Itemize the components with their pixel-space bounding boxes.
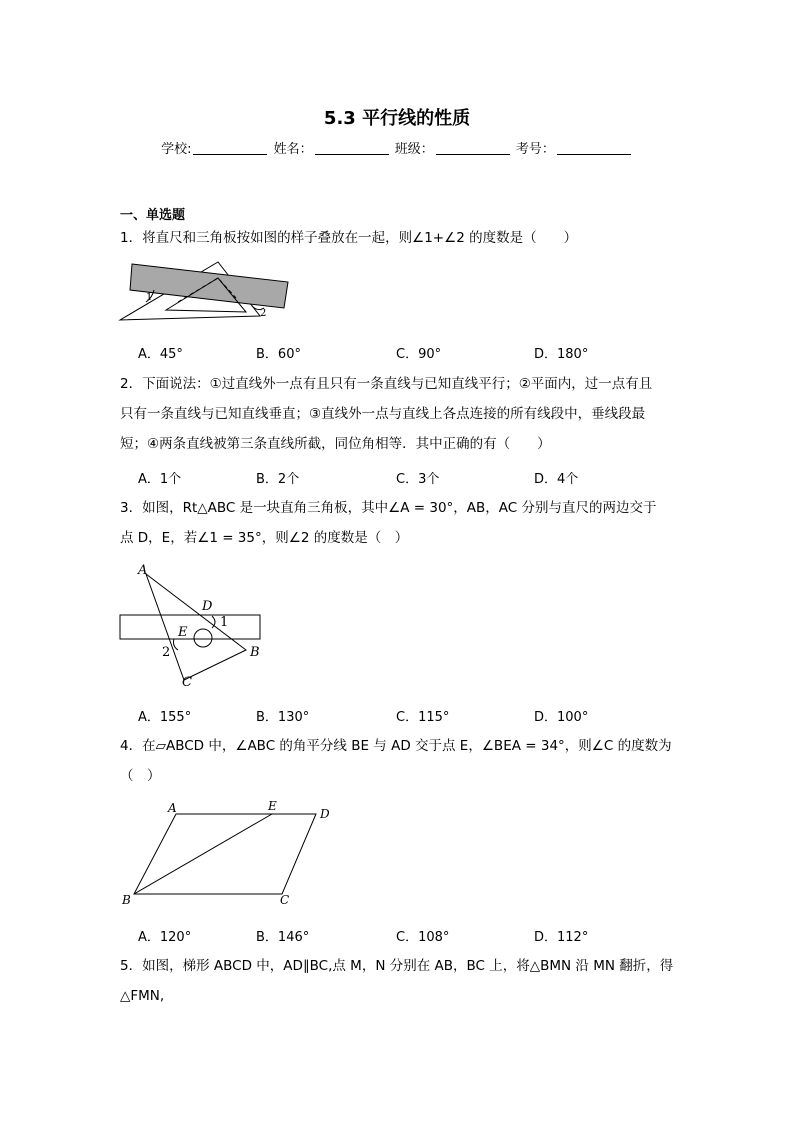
q3-figure bbox=[116, 560, 276, 694]
svg-text:D: D bbox=[202, 599, 213, 614]
school-label: 学校: bbox=[161, 142, 192, 157]
q3-option-b[interactable]: B．130° bbox=[256, 710, 310, 725]
q3-text-line-2: 点 D，E，若∠1 = 35°，则∠2 的度数是（ ） bbox=[120, 530, 409, 546]
q2-text-line-1: 2．下面说法：①过直线外一点有且只有一条直线与已知直线平行；②平面内，过一点有且 bbox=[120, 376, 653, 392]
q2-option-d[interactable]: D．4个 bbox=[534, 472, 579, 487]
triangle-hole bbox=[194, 629, 212, 647]
svg-text:1: 1 bbox=[220, 615, 229, 630]
page-title: 5.3 平行线的性质 bbox=[323, 108, 471, 129]
q4-option-c[interactable]: C．108° bbox=[396, 930, 450, 945]
svg-text:B: B bbox=[122, 893, 131, 907]
q3-option-d[interactable]: D．100° bbox=[534, 710, 589, 725]
q5-text-line-2: △FMN, bbox=[120, 988, 165, 1004]
q4-text-line-1: 4．在▱ABCD 中，∠ABC 的角平分线 BE 与 AD 交于点 E，∠BEA = 34°，则∠C 的度数为 bbox=[120, 738, 672, 754]
q4-option-b[interactable]: B．146° bbox=[256, 930, 310, 945]
q4-text-line-2: （ ） bbox=[120, 768, 161, 784]
q4-option-d[interactable]: D．112° bbox=[534, 930, 589, 945]
q2-option-a[interactable]: A．1个 bbox=[138, 472, 182, 487]
q4-option-a[interactable]: A．120° bbox=[138, 930, 192, 945]
q2-text-line-2: 只有一条直线与已知直线垂直；③直线外一点与直线上各点连接的所有线段中，垂线段最 bbox=[120, 406, 646, 422]
q2-option-b[interactable]: B．2个 bbox=[256, 472, 300, 487]
q1-option-b[interactable]: B．60° bbox=[256, 347, 301, 362]
svg-text:E: E bbox=[268, 800, 277, 813]
q4-figure bbox=[118, 800, 338, 914]
section-title: 一、单选题 bbox=[120, 208, 186, 223]
exam-no-label: 考号： bbox=[515, 142, 555, 157]
name-label: 姓名： bbox=[273, 142, 313, 157]
svg-text:A: A bbox=[168, 801, 177, 815]
svg-text:A: A bbox=[138, 563, 148, 578]
q1-option-a[interactable]: A．45° bbox=[138, 347, 183, 362]
q1-option-d[interactable]: D．180° bbox=[534, 347, 589, 362]
school-blank[interactable] bbox=[193, 154, 267, 155]
q1-text: 1．将直尺和三角板按如图的样子叠放在一起，则∠1+∠2 的度数是（ ） bbox=[120, 230, 578, 246]
q3-option-a[interactable]: A．155° bbox=[138, 710, 192, 725]
svg-text:2: 2 bbox=[162, 645, 171, 660]
q3-text-line-1: 3．如图，Rt△ABC 是一块直角三角板，其中∠A = 30°，AB，AC 分别与直尺的两边交于 bbox=[120, 500, 657, 516]
ruler-shape bbox=[120, 615, 260, 639]
exam-no-blank[interactable] bbox=[557, 154, 631, 155]
triangle-abc bbox=[146, 574, 246, 680]
angle-2-label: 2 bbox=[260, 308, 267, 319]
svg-text:E: E bbox=[178, 625, 188, 640]
svg-text:C: C bbox=[182, 675, 192, 690]
svg-text:D: D bbox=[320, 807, 330, 821]
q2-text-line-3: 短；④两条直线被第三条直线所截，同位角相等．其中正确的有（ ） bbox=[120, 436, 551, 452]
q5-text-line-1: 5．如图，梯形 ABCD 中，AD∥BC,点 M，N 分别在 AB，BC 上，将△BMN 沿 MN 翻折，得 bbox=[120, 958, 674, 974]
class-blank[interactable] bbox=[436, 154, 510, 155]
name-blank[interactable] bbox=[315, 154, 389, 155]
svg-text:B: B bbox=[250, 645, 260, 660]
q2-option-c[interactable]: C．3个 bbox=[396, 472, 440, 487]
angle-1-label: 1 bbox=[146, 292, 153, 303]
q3-option-c[interactable]: C．115° bbox=[396, 710, 450, 725]
q1-figure bbox=[118, 258, 298, 334]
q1-option-c[interactable]: C．90° bbox=[396, 347, 442, 362]
parallelogram-abcd bbox=[134, 814, 316, 894]
class-label: 班级： bbox=[394, 142, 434, 157]
svg-text:C: C bbox=[280, 893, 290, 907]
ruler-shape bbox=[130, 264, 288, 308]
student-info-row bbox=[0, 138, 794, 157]
